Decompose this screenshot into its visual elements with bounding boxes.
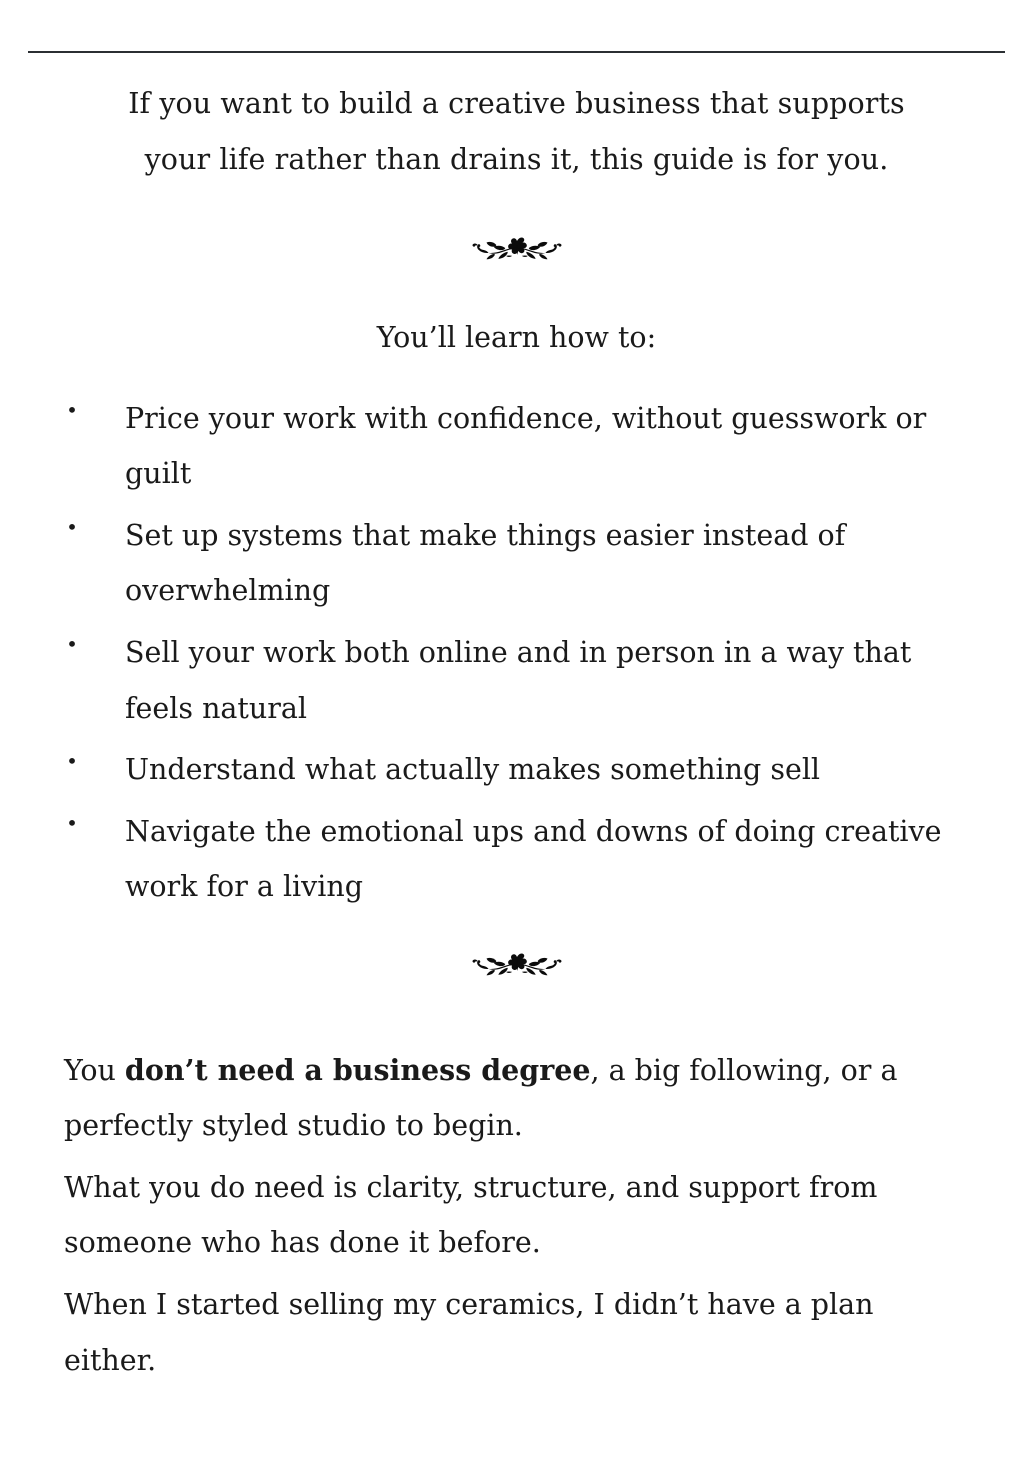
intro-line-2: rather than drains it, this guide is for you.: [274, 142, 889, 176]
list-item: [64, 625, 969, 736]
list-item-label: Set up systems that make things easier instead of overwhelming: [125, 518, 846, 608]
closing-p1-bold: don’t need a business degree: [124, 1052, 591, 1087]
list-item-label: Navigate the emotional ups and downs of doing creative work for a living: [125, 814, 942, 904]
closing-p1-after: , a big following, or a perfectly styled studio to begin.: [64, 1053, 898, 1143]
closing-paragraph-2: What you do need is clarity, structure, and support from someone who has done it before.: [64, 1170, 878, 1260]
bullet-icon: •: [66, 631, 78, 656]
bullet-icon: •: [66, 397, 78, 422]
closing-paragraph-3: When I started selling my ceramics, I didn’t have a plan either.: [64, 1288, 874, 1377]
header-divider-rule: [28, 51, 1005, 53]
list-item: [64, 508, 969, 619]
intro-paragraph: [64, 76, 969, 187]
learn-heading: You’ll learn how to:: [376, 321, 657, 355]
list-item: [64, 804, 969, 915]
bullet-icon: •: [66, 749, 78, 774]
closing-block: [64, 1043, 969, 1388]
document-content: [0, 76, 1033, 1388]
list-item-label: Price your work with confidence, without guesswork or guilt: [125, 401, 927, 491]
intro-line-1: If you want to build a creative business that supports your life: [128, 87, 905, 176]
bullet-icon: •: [66, 514, 78, 539]
floral-vine-ornament: [64, 945, 969, 979]
closing-p1-before: You: [64, 1053, 125, 1087]
list-item: [64, 742, 969, 798]
list-item-label: Understand what actually makes something sell: [125, 753, 821, 787]
list-item-label: Sell your work both online and in person in a way that feels natural: [125, 635, 912, 725]
learn-bullet-list: [64, 391, 969, 915]
closing-paragraph-1: [64, 1043, 969, 1154]
bullet-icon: •: [66, 810, 78, 835]
list-item: [64, 391, 969, 502]
floral-vine-ornament: [64, 229, 969, 263]
